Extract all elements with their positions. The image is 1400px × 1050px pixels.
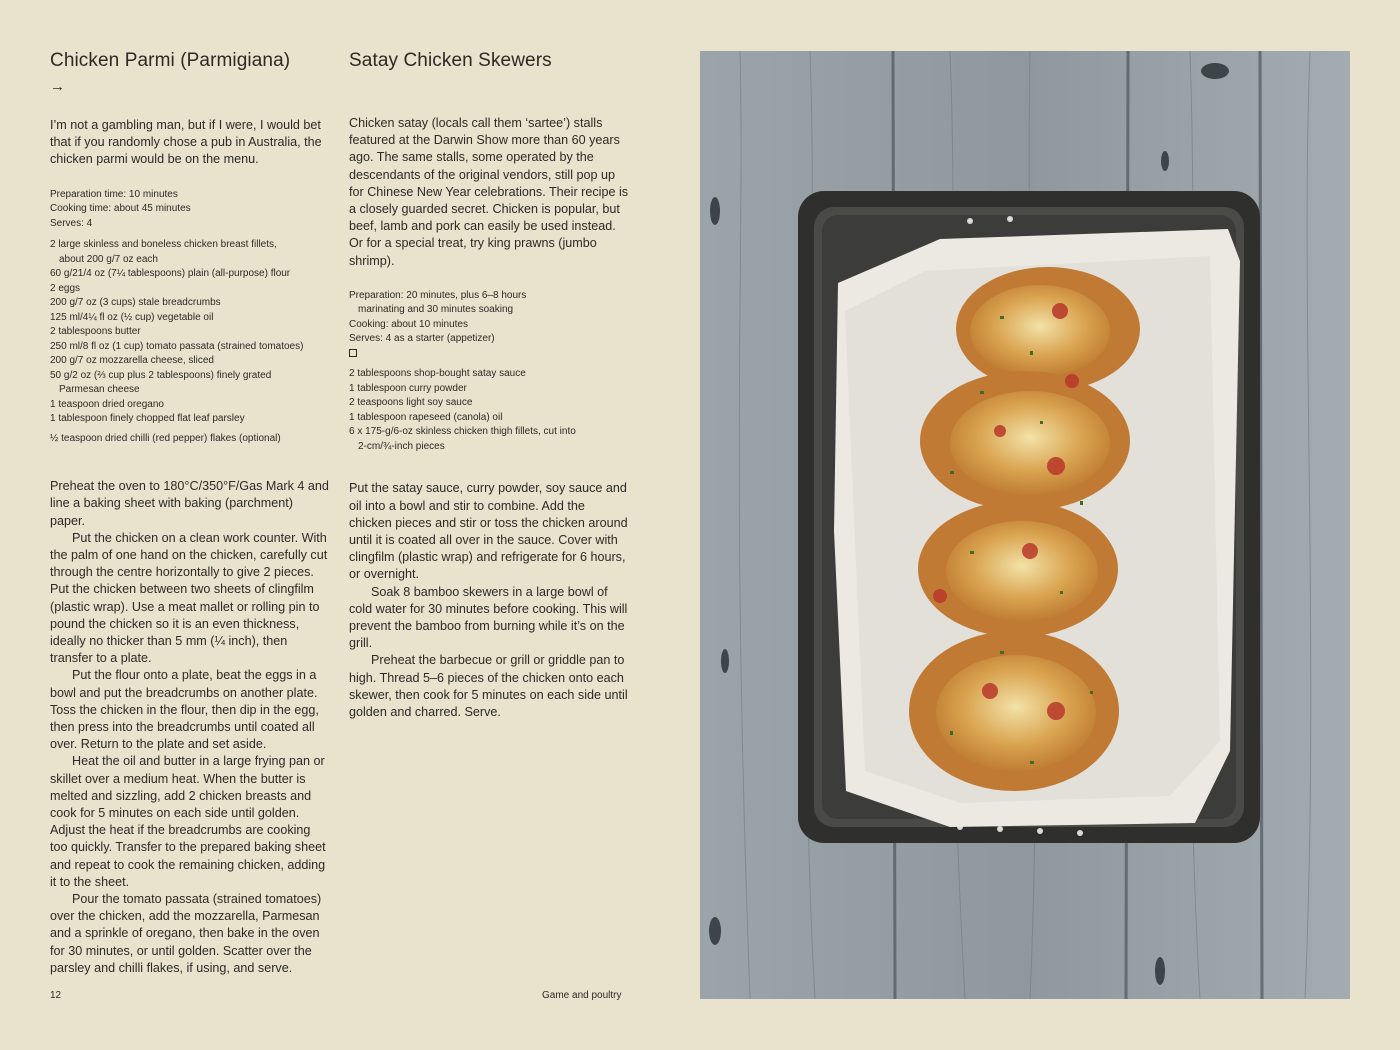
ingredient-item: 125 ml/4¼ fl oz (½ cup) vegetable oil	[50, 311, 214, 323]
ingredient-item: 2 tablespoons shop-bought satay sauce	[349, 368, 526, 380]
ingredient-item: 1 teaspoon dried oregano	[50, 398, 164, 410]
recipe-method	[349, 480, 631, 721]
method-step: Preheat the barbecue or grill or griddle pan to high. Thread 5–6 pieces of the chicken onto each skewer, then cook for 5 minutes on each side until golden and charred. Serve.	[349, 653, 628, 719]
baked-chicken-parmi-tray-photo	[700, 51, 1350, 999]
ingredient-item: 2-cm/¾-inch pieces	[358, 440, 445, 452]
ingredient-item: 1 tablespoon finely chopped flat leaf parsley	[50, 413, 245, 425]
ingredient-item: about 200 g/7 oz each	[59, 253, 158, 265]
ingredient-item: 2 eggs	[50, 282, 81, 294]
ingredient-item: 50 g/2 oz (⅔ cup plus 2 tablespoons) finely grated	[50, 369, 272, 381]
ingredient-list	[349, 367, 631, 454]
recipe-meta	[349, 289, 631, 362]
prep-time-cont: marinating and 30 minutes soaking	[358, 304, 514, 316]
ingredient-item: 250 ml/8 fl oz (1 cup) tomato passata (strained tomatoes)	[50, 340, 304, 352]
method-step: Put the satay sauce, curry powder, soy sauce and oil into a bowl and stir to combine. Add the chicken pieces and stir or toss the chicken around until it is coated all over in the sauce. Cover with clingfilm (plastic wrap) and refrigerate for 6 hours, or overnight.	[349, 481, 628, 582]
serves: Serves: 4	[50, 217, 93, 229]
ingredient-item: 2 teaspoons light soy sauce	[349, 397, 473, 409]
recipe-intro: I’m not a gambling man, but if I were, I would bet that if you randomly chose a pub in Australia, the chicken parmi would be on the menu.	[50, 118, 322, 167]
cook-time: Cooking: about 10 minutes	[349, 318, 468, 330]
recipe-meta	[50, 188, 330, 232]
ingredient-item: Parmesan cheese	[59, 384, 140, 396]
recipe-title: Chicken Parmi (Parmigiana)	[50, 50, 291, 71]
method-step: Put the chicken on a clean work counter. With the palm of one hand on the chicken, carefully cut through the centre horizontally to give 2 pieces. Put the chicken between two sheets of clingfilm (plastic wrap). Use a meat mallet or rolling pin to pound the chicken so it is an even thickness, ideally no thicker than 5 mm (¼ inch), then transfer to a plate.	[50, 530, 328, 666]
ingredient-item: 6 x 175-g/6-oz skinless chicken thigh fillets, cut into	[349, 426, 576, 438]
ingredient-item: 60 g/21/4 oz (7¼ tablespoons) plain (all-purpose) flour	[50, 268, 291, 280]
ingredient-item: 2 large skinless and boneless chicken breast fillets,	[50, 239, 277, 251]
ingredient-item: 1 tablespoon curry powder	[349, 382, 467, 394]
ingredient-item: ½ teaspoon dried chilli (red pepper) flakes (optional)	[50, 432, 281, 444]
cook-time: Cooking time: about 45 minutes	[50, 203, 191, 215]
method-step: Preheat the oven to 180°C/350°F/Gas Mark 4 and line a baking sheet with baking (parchment) paper.	[50, 479, 329, 528]
recipe-chicken-parmi	[50, 48, 330, 977]
method-step: Soak 8 bamboo skewers in a large bowl of cold water for 30 minutes before cooking. This will prevent the bamboo from burning while it’s on the grill.	[349, 584, 628, 651]
square-icon	[349, 347, 631, 362]
ingredient-item: 200 g/7 oz (3 cups) stale breadcrumbs	[50, 297, 221, 309]
prep-time: Preparation: 20 minutes, plus 6–8 hours	[349, 289, 527, 301]
serves: Serves: 4 as a starter (appetizer)	[349, 333, 495, 345]
ingredient-item: 2 tablespoons butter	[50, 326, 141, 338]
method-step: Heat the oil and butter in a large frying pan or skillet over a medium heat. When the butter is melted and sizzling, add 2 chicken breasts and cook for 5 minutes on each side until golden. Adjust the heat if the breadcrumbs are cooking too quickly. Transfer to the prepared baking sheet and repeat to cook the remaining chicken, adding it to the sheet.	[50, 754, 326, 889]
ingredient-item: 1 tablespoon rapeseed (canola) oil	[349, 411, 503, 423]
method-step: Put the flour onto a plate, beat the eggs in a bowl and put the breadcrumbs on another plate. Toss the chicken in the flour, then dip in the egg, then press into the breadcrumbs until coated all over. Return to the plate and set aside.	[50, 668, 319, 752]
arrow-right-icon: →	[50, 78, 65, 95]
ingredient-item: 200 g/7 oz mozzarella cheese, sliced	[50, 355, 214, 367]
prep-time: Preparation time: 10 minutes	[50, 188, 178, 200]
page-number: 12	[50, 990, 62, 1001]
section-name: Game and poultry	[542, 990, 622, 1001]
ingredient-list	[50, 238, 330, 446]
recipe-intro: Chicken satay (locals call them ‘sartee’) stalls featured at the Darwin Show more than 60 years ago. The same stalls, some operated by the descendants of the original vendors, still pop up for Chinese New Year celebrations. Their recipe is a closely guarded secret. Chicken is popular, but beef, lamb and pork can easily be used instead. Or for a special treat, try king prawns (jumbo shrimp).	[349, 116, 629, 268]
recipe-title: Satay Chicken Skewers	[349, 50, 552, 71]
recipe-satay-chicken	[349, 48, 631, 721]
method-step: Pour the tomato passata (strained tomatoes) over the chicken, add the mozzarella, Parmesan and a sprinkle of oregano, then bake in the oven for 30 minutes, or until golden. Scatter over the parsley and chilli flakes, if using, and serve.	[50, 891, 322, 975]
recipe-method	[50, 478, 330, 977]
